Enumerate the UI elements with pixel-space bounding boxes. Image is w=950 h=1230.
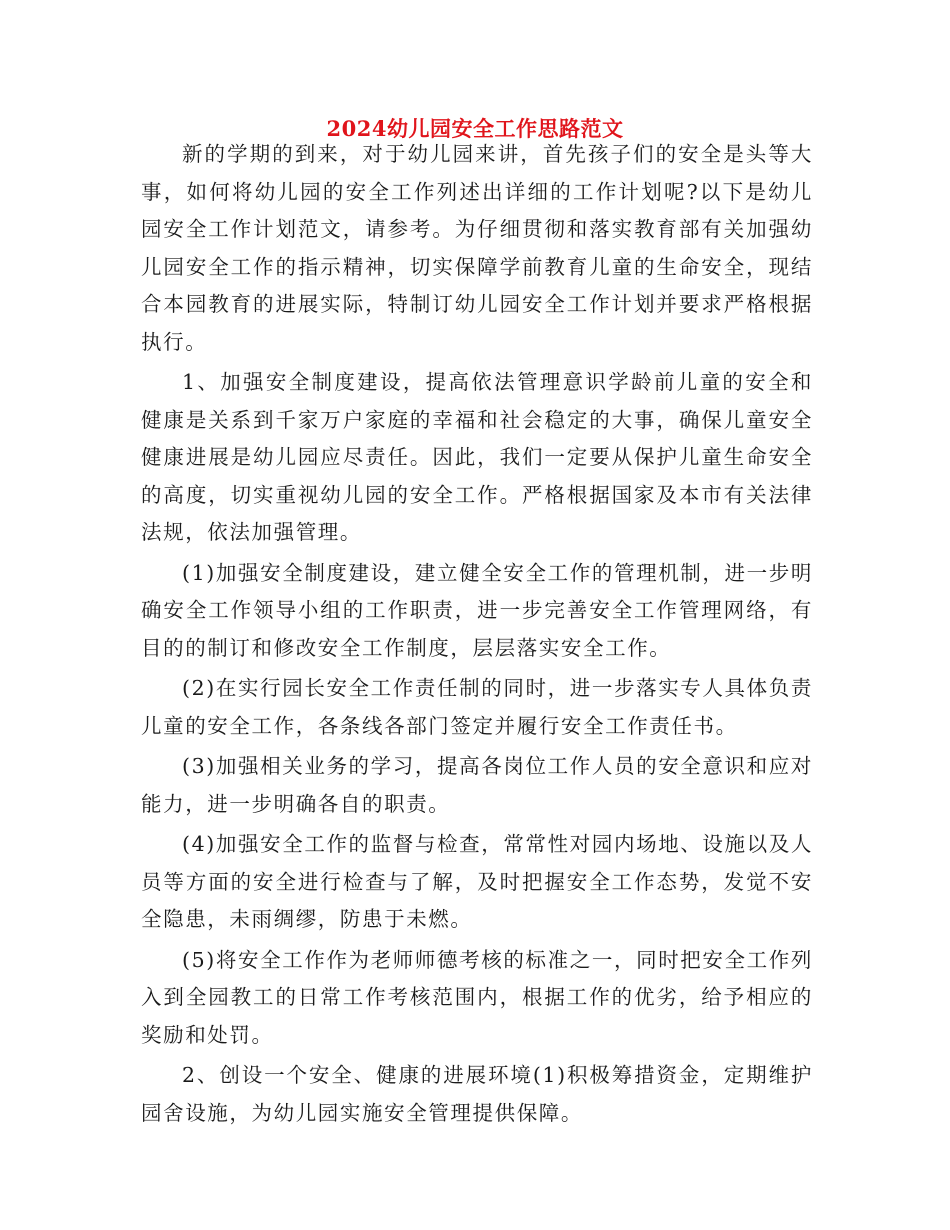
paragraph-item-5: (5)将安全工作作为老师师德考核的标准之一，同时把安全工作列入到全园教工的日常工作考核范围内，根据工作的优劣，给予相应的奖励和处罚。 — [141, 947, 813, 1047]
document-body — [141, 136, 813, 1135]
paragraph-item-4: (4)加强安全工作的监督与检查，常常性对园内场地、设施以及人员等方面的安全进行检查与了解，及时把握安全工作态势，发觉不安全隐患，未雨绸缪，防患于未燃。 — [141, 832, 813, 931]
paragraph-section-2: 2、创设一个安全、健康的进展环境(1)积极筹措资金，定期维护园舍设施，为幼儿园实施安全管理提供保障。 — [141, 1063, 813, 1125]
paragraph-intro: 新的学期的到来，对于幼儿园来讲，首先孩子们的安全是头等大事，如何将幼儿园的安全工作列述出详细的工作计划呢?以下是幼儿园安全工作计划范文，请参考。为仔细贯彻和落实教育部有关加强幼儿园安全工作的指示精神，切实保障学前教育儿童的生命安全，现结合本园教育的进展实际，特制订幼儿园安全工作计划并要求严格根据执行。 — [141, 142, 813, 354]
paragraph-item-3: (3)加强相关业务的学习，提高各岗位工作人员的安全意识和应对能力，进一步明确各自的职责。 — [141, 754, 813, 816]
paragraph-item-1: (1)加强安全制度建设，建立健全安全工作的管理机制，进一步明确安全工作领导小组的工作职责，进一步完善安全工作管理网络，有目的的制订和修改安全工作制度，层层落实安全工作。 — [141, 560, 813, 660]
document-title: 2024幼儿园安全工作思路范文 — [326, 116, 624, 141]
paragraph-section-1: 1、加强安全制度建设，提高依法管理意识学龄前儿童的安全和健康是关系到千家万户家庭的幸福和社会稳定的大事，确保儿童安全健康进展是幼儿园应尽责任。因此，我们一定要从保护儿童生命安全的高度，切实重视幼儿园的安全工作。严格根据国家及本市有关法律法规，依法加强管理。 — [141, 370, 813, 544]
paragraph-item-2: (2)在实行园长安全工作责任制的同时，进一步落实专人具体负责儿童的安全工作，各条线各部门签定并履行安全工作责任书。 — [141, 676, 813, 738]
